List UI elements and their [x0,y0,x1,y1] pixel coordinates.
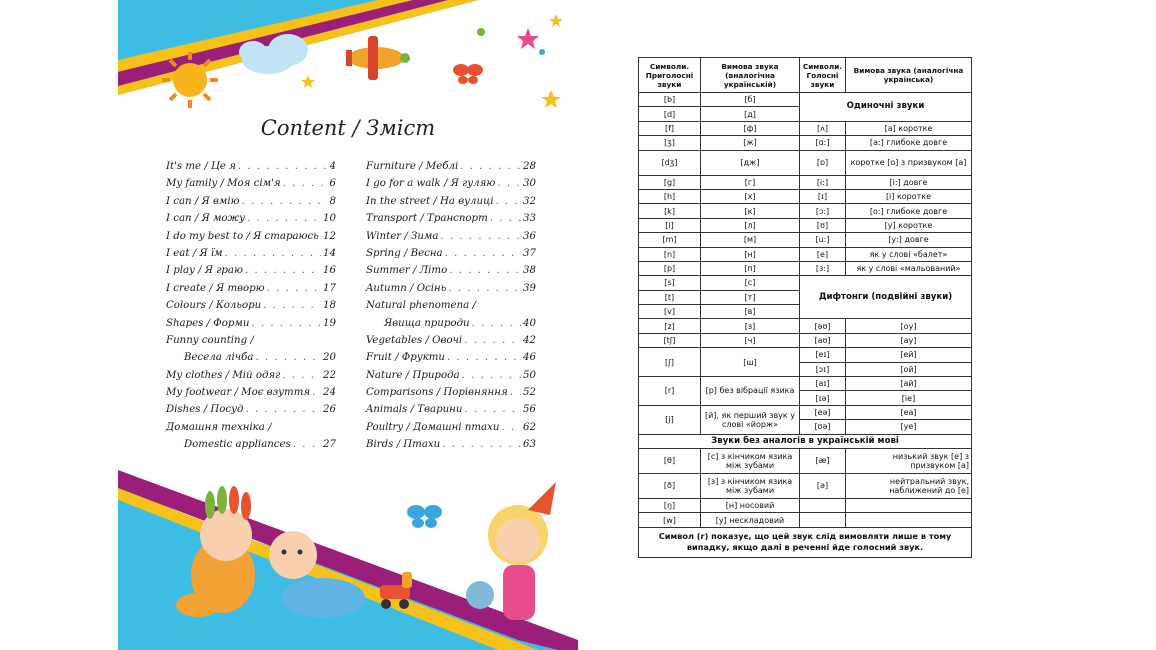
vowel-symbol: [ə] [800,473,846,498]
header-consonant-pronunciation: Вимова звука (аналогічна українській) [701,58,800,93]
diphthong-sound: [еа] [846,405,972,419]
consonant-sound: [н] [701,247,800,261]
toc-entry-page: 8 [329,195,336,207]
consonant-sound: [б] [701,93,800,107]
airplane-icon [346,36,410,80]
vowel-symbol: [ɑ:] [800,136,846,150]
table-row [639,473,972,498]
toc-entry-title: Весела лічба [184,352,254,364]
no-analog-title: Звуки без аналогів в українській мові [639,434,972,448]
toc-entry-title: Comparisons / Порівняння [366,387,508,399]
toc-entry-page: 10 [323,213,336,225]
toc-entry-title: I can / Я вмію [166,195,240,207]
toc-entry-title: Domestic appliances [184,439,291,451]
consonant-symbol: [s] [639,276,701,290]
toc-entry-title: Furniture / Меблі [366,161,459,172]
consonant-sound: [с] [701,276,800,290]
header-vowel-pronunciation: Вимова звука (аналогічна українська) [846,58,972,93]
toc-entry[interactable] [166,404,336,421]
toc-entry-title: Fruit / Фрукти [366,352,445,364]
vowel-sound: [у] коротке [846,218,972,232]
diphthong-sound: [ой] [846,362,972,376]
toc-entry-title: Vegetables / Овочі [366,334,463,346]
toc-entry-title: Poultry / Домашні птахи [366,421,500,433]
consonant-sound: [ф] [701,121,800,135]
toc-entry-page: 19 [323,317,336,329]
toc-entry-title: Spring / Весна [366,247,443,259]
toc-entry[interactable] [366,178,536,195]
table-row [639,348,972,362]
toc-entry[interactable] [366,283,536,300]
girl-with-teddy-illustration [466,482,556,620]
toc-entry-page: 38 [523,265,536,277]
consonant-sound: [ж] [701,136,800,150]
consonant-sound: [д] [701,107,800,121]
vowel-sound: нейтральний звук, наближений до [е] [846,473,972,498]
table-row [639,377,972,391]
vowel-sound: [о:] глибоке довге [846,204,972,218]
consonant-symbol: [z] [639,319,701,333]
table-header-row [639,58,972,93]
vowel-symbol: [ʌ] [800,121,846,135]
consonant-sound: [дж] [701,150,800,175]
vowel-symbol: [i:] [800,175,846,189]
diphthong-sound: [оу] [846,319,972,333]
consonant-sound: [з] [701,319,800,333]
toc-entry-page: 42 [523,334,536,346]
consonant-sound: [в] [701,305,800,319]
table-row [639,218,972,232]
toc-entry-page: 32 [523,195,536,207]
consonant-symbol: [ʒ] [639,136,701,150]
consonant-symbol: [dʒ] [639,150,701,175]
diphthong-sound: [іе] [846,391,972,405]
toc-entry-page: 14 [323,247,336,259]
vowel-symbol: [ʊ] [800,218,846,232]
toc-entry[interactable] [166,370,336,387]
consonant-symbol: [ð] [639,473,701,498]
diphthong-symbol: [eɪ] [800,348,846,362]
vowel-symbol: [ɪ] [800,189,846,203]
consonant-symbol: [h] [639,189,701,203]
toc-entry-page: 16 [323,265,336,277]
table-row [639,121,972,135]
toc-entry-title: I do my best to / Я стараюсь [166,230,319,242]
toc-entry-title: I eat / Я їм [166,247,223,259]
consonant-symbol: [ʃ] [639,348,701,377]
phonetics-table [638,57,972,558]
table-row [639,513,972,527]
consonant-symbol: [p] [639,261,701,275]
diphthong-sound: [ей] [846,348,972,362]
toc-entry-title: Natural phenomena / [366,300,476,312]
toc-entry[interactable] [166,213,336,230]
butterfly-icon [453,64,483,84]
vowel-sound: [у:] довге [846,233,972,247]
consonant-sound: [с] з кінчиком язика між зубами [701,448,800,473]
toc-entry[interactable] [366,300,536,317]
toc-entry[interactable] [366,318,536,335]
toc-entry-page: 18 [323,300,336,312]
toc-entry-title: My family / Моя сім'я [166,178,281,190]
consonant-symbol: [k] [639,204,701,218]
toc-entry[interactable] [166,439,336,456]
consonant-sound: [к] [701,204,800,218]
toc-entry-page: 12 [323,230,336,242]
toc-entry-title: I play / Я граю [166,265,243,277]
toc-column-right [366,161,536,457]
consonant-sound: [р] без вібрації язика [701,377,800,406]
toc-entry-title: My clothes / Мій одяг [166,369,281,381]
contents-title: Content / Зміст [260,116,436,140]
toc-entry[interactable] [166,178,336,195]
toc-entry-page: 36 [523,230,536,242]
consonant-symbol: [b] [639,93,701,107]
vowel-sound: коротке [о] з призвуком [а] [846,150,972,175]
vowel-symbol [800,513,846,527]
toc-entry[interactable] [366,370,536,387]
toc-entry-page: 46 [523,352,536,364]
table-row [639,434,972,448]
consonant-sound: [л] [701,218,800,232]
consonant-symbol: [d] [639,107,701,121]
toc-entry-page: 27 [323,439,336,451]
vowel-sound [846,513,972,527]
toc-entry-title: I create / Я творю [166,282,265,294]
diphthong-symbol: [eə] [800,405,846,419]
toc-entry[interactable] [166,318,336,335]
toc-entry-page: 62 [523,421,536,433]
vowel-sound: [а] коротке [846,121,972,135]
toc-entry[interactable] [366,265,536,282]
toc-entry-page: 39 [523,282,536,294]
phonetics-page [638,57,971,558]
toc-entry[interactable] [166,387,336,404]
toc-entry[interactable] [366,439,536,456]
table-row [639,233,972,247]
toc-entry[interactable] [366,422,536,439]
table-row [639,175,972,189]
consonant-sound: [ч] [701,333,800,347]
vowel-symbol: [æ] [800,448,846,473]
toc-entry-page: 56 [523,404,536,416]
vowel-symbol: [ɜ:] [800,261,846,275]
diphthong-sound: [ай] [846,377,972,391]
table-row [639,527,972,557]
consonant-sound: [й], як перший звук у слові «йорж» [701,405,800,434]
toc-entry-page: 52 [523,387,536,399]
vowel-sound: [і:] довге [846,175,972,189]
toc-entry-page: 20 [323,352,336,364]
toc-entry-title: Colours / Кольори [166,300,262,312]
toc-entry-page: 33 [523,213,536,225]
diphthong-symbol: [ɪə] [800,391,846,405]
consonant-sound: [ш] [701,348,800,377]
table-row [639,261,972,275]
butterfly-blue-icon [407,505,442,528]
table-row [639,276,972,290]
vowel-symbol: [e] [800,247,846,261]
toc-entry-page: 24 [323,387,336,399]
toc-entry-title: Animals / Тварини [366,404,463,416]
consonant-sound: [г] [701,175,800,189]
table-row [639,333,972,347]
toc-entry[interactable] [166,422,336,439]
toc-entry-title: Домашня техніка / [166,421,272,433]
consonant-sound: [з] з кінчиком язика між зубами [701,473,800,498]
table-row [639,405,972,419]
vowel-sound: як у слові «балет» [846,247,972,261]
header-consonant-symbols: Символи. Приголосні звуки [639,58,701,93]
diphthong-symbol: [ɔɪ] [800,362,846,376]
toc-entry[interactable] [366,231,536,248]
consonant-symbol: [w] [639,513,701,527]
toc-entry-title: Funny counting / [166,334,254,346]
toc-entry-title: Явища природи [384,317,470,329]
consonant-symbol: [j] [639,405,701,434]
toc-entry[interactable] [366,196,536,213]
diphthong-symbol: [əʊ] [800,319,846,333]
table-row [639,93,972,107]
table-row [639,150,972,175]
toc-entry[interactable] [366,213,536,230]
toc-entry[interactable] [166,161,336,178]
toc-entry-page: 26 [323,404,336,416]
toc-entry-page: 50 [523,369,536,381]
toc-entry-page: 28 [523,161,536,172]
vowel-symbol: [ɒ] [800,150,846,175]
table-row [639,498,972,512]
toc-entry-page: 37 [523,247,536,259]
vowel-sound: низький звук [е] з призвуком [а] [846,448,972,473]
diphthong-symbol: [aʊ] [800,333,846,347]
diphthongs-title: Дифтонги (подвійні звуки) [800,276,972,319]
diphthong-sound: [уе] [846,420,972,434]
vowel-symbol [800,498,846,512]
toc-entry-title: Transport / Транспорт [366,213,488,225]
consonant-sound: [н] носовий [701,498,800,512]
vowel-symbol: [ɔ:] [800,204,846,218]
toc-entry-page: 30 [523,178,536,190]
toc-entry[interactable] [366,335,536,352]
toc-entry[interactable] [166,196,336,213]
toc-entry-title: My footwear / Моє взуття [166,387,311,399]
consonant-symbol: [m] [639,233,701,247]
toc-entry-title: I go for a walk / Я гуляю [366,178,496,190]
consonant-symbol: [n] [639,247,701,261]
toc-entry[interactable] [166,352,336,369]
consonant-symbol: [θ] [639,448,701,473]
toc-entry[interactable] [166,231,336,248]
vowel-symbol: [u:] [800,233,846,247]
consonant-symbol: [v] [639,305,701,319]
toc-entry-page: 6 [329,178,336,190]
toc-entry[interactable] [166,265,336,282]
toc-entry[interactable] [166,300,336,317]
toc-entry-title: I can / Я можу [166,213,246,225]
table-row [639,319,972,333]
toc-entry-title: Dishes / Посуд [166,404,244,416]
consonant-sound: [т] [701,290,800,304]
consonant-symbol: [g] [639,175,701,189]
table-row [639,189,972,203]
diphthong-sound: [ау] [846,333,972,347]
table-row [639,204,972,218]
toc-entry-page: 4 [329,161,336,172]
toc-entry-title: Summer / Літо [366,265,448,277]
toc-entry-page: 17 [323,282,336,294]
single-sounds-title: Одиночні звуки [800,93,972,122]
toc-entry[interactable] [366,248,536,265]
consonant-sound: [м] [701,233,800,247]
contents-page [118,0,578,650]
toc-entry[interactable] [166,335,336,352]
toc-entry[interactable] [366,404,536,421]
consonant-symbol: [tʃ] [639,333,701,347]
toc-entry-title: Shapes / Форми [166,317,250,329]
table-row [639,136,972,150]
consonant-symbol: [t] [639,290,701,304]
toc-entry-page: 63 [523,439,536,451]
header-vowel-symbols: Символи. Голосні звуки [800,58,846,93]
diphthong-symbol: [aɪ] [800,377,846,391]
table-row [639,448,972,473]
consonant-symbol: [f] [639,121,701,135]
consonant-symbol: [r] [639,377,701,406]
vowel-sound: [а:] глибоке довге [846,136,972,150]
toc-entry-title: Nature / Природа [366,369,460,381]
toc-entry-title: Autumn / Осінь [366,282,447,294]
toc-entry[interactable] [166,283,336,300]
toc-entry[interactable] [166,248,336,265]
toc-entry-title: Birds / Птахи [366,439,441,451]
consonant-sound: [у] нескладовий [701,513,800,527]
diphthong-symbol: [ʊə] [800,420,846,434]
vowel-sound: [і] коротке [846,189,972,203]
consonant-symbol: [ŋ] [639,498,701,512]
toc-entry-page: 22 [323,369,336,381]
consonant-symbol: [l] [639,218,701,232]
table-row [639,247,972,261]
vowel-sound [846,498,972,512]
toc-entry-title: Winter / Зима [366,230,439,242]
r-symbol-note: Символ (r) показує, що цей звук слід вимовляти лише в тому випадку, якщо далі в реченні йде голосний звук. [639,527,972,557]
consonant-sound: [п] [701,261,800,275]
vowel-sound: як у слові «мальований» [846,261,972,275]
consonant-sound: [х] [701,189,800,203]
toc-entry[interactable] [366,387,536,404]
toc-entry-page: 40 [523,317,536,329]
toc-entry[interactable] [366,161,536,178]
toc-entry-title: In the street / На вулиці [366,195,494,207]
toc-column-left [166,161,336,457]
toc-entry-title: It's me / Це я [166,161,236,172]
toc-entry[interactable] [366,352,536,369]
